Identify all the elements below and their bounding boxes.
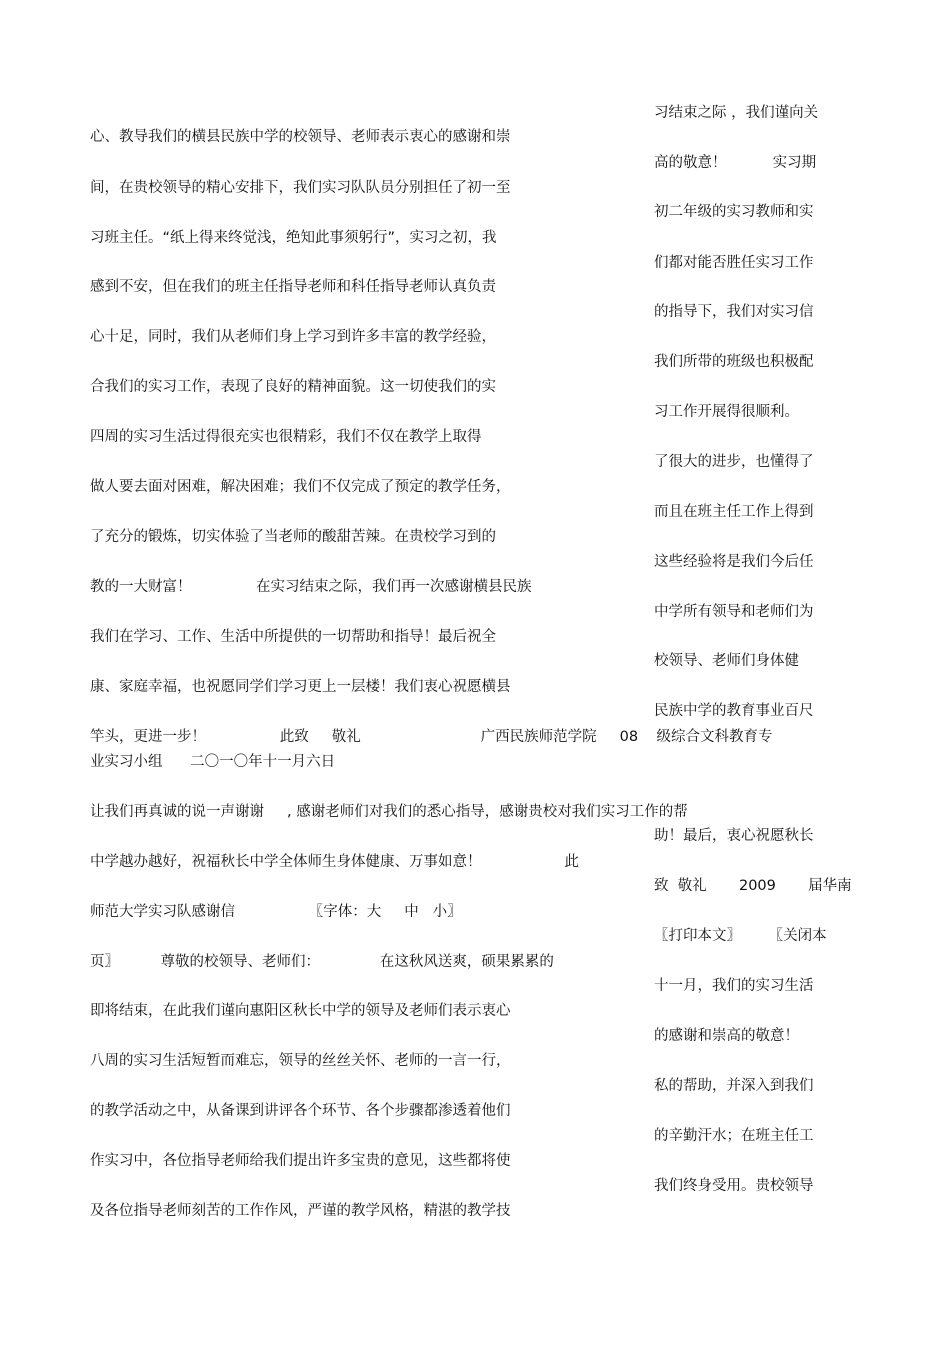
left-line: 师范大学实习队感谢信 〖字体：大 中 小〗 bbox=[90, 904, 462, 920]
left-line: 及各位指导老师刻苦的工作作风，严谨的教学风格，精湛的教学技 bbox=[90, 1203, 511, 1219]
left-line: 即将结束，在此我们谨向惠阳区秋长中学的领导及老师们表示衷心 bbox=[90, 1003, 511, 1019]
left-line: 的教学活动之中，从备课到讲评各个环节、各个步骤都渗透着他们 bbox=[90, 1103, 511, 1119]
right-line: 十一月，我们的实习生活 bbox=[654, 978, 814, 994]
left-line: 八周的实习生活短暂而难忘，领导的丝丝关怀、老师的一言一行， bbox=[90, 1053, 511, 1069]
left-line: 中学越办越好，祝福秋长中学全体师生身体健康、万事如意！ 此 bbox=[90, 854, 579, 870]
right-line: 私的帮助，并深入到我们 bbox=[654, 1078, 814, 1094]
left-line: 教的一大财富！ 在实习结束之际，我们再一次感谢横县民族 bbox=[90, 579, 532, 595]
right-line: 致 敬礼 2009 届华南 bbox=[654, 878, 852, 894]
left-line: 康、家庭幸福，也祝愿同学们学习更上一层楼！我们衷心祝愿横县 bbox=[90, 679, 511, 695]
left-line: 合我们的实习工作，表现了良好的精神面貌。这一切使我们的实 bbox=[90, 379, 496, 395]
left-line: 了充分的锻炼，切实体验了当老师的酸甜苦辣。在贵校学习到的 bbox=[90, 529, 496, 545]
right-line: 们都对能否胜任实习工作 bbox=[654, 255, 814, 271]
left-line: 做人要去面对困难，解决困难；我们不仅完成了预定的教学任务， bbox=[90, 479, 511, 495]
left-line: 我们在学习、工作、生活中所提供的一切帮助和指导！最后祝全 bbox=[90, 629, 496, 645]
left-line: 习班主任。“纸上得来终觉浅，绝知此事须躬行”，实习之初，我 bbox=[90, 230, 497, 246]
right-line: 校领导、老师们身体健 bbox=[654, 653, 799, 669]
left-line: 业实习小组 二〇一〇年十一月六日 bbox=[90, 754, 336, 770]
right-line: 的感谢和崇高的敬意！ bbox=[654, 1028, 799, 1044]
right-line: 民族中学的教育事业百尺 bbox=[654, 703, 814, 719]
left-line: 作实习中，各位指导老师给我们提出许多宝贵的意见，这些都将使 bbox=[90, 1153, 511, 1169]
right-line: 而且在班主任工作上得到 bbox=[654, 504, 814, 520]
right-line: 了很大的进步，也懂得了 bbox=[654, 454, 814, 470]
right-line: 习工作开展得很顺利。 bbox=[654, 404, 799, 420]
right-line: 的指导下，我们对实习信 bbox=[654, 304, 814, 320]
right-line: 高的敬意！ 实习期 bbox=[654, 155, 817, 171]
right-line: 这些经验将是我们今后任 bbox=[654, 554, 814, 570]
right-line: 中学所有领导和老师们为 bbox=[654, 604, 814, 620]
left-line: 间，在贵校领导的精心安排下，我们实习队队员分别担任了初一至 bbox=[90, 180, 511, 196]
right-line: 〖打印本文〗 〖关闭本 bbox=[654, 928, 827, 944]
right-line: 我们所带的班级也积极配 bbox=[654, 354, 814, 370]
right-line: 初二年级的实习教师和实 bbox=[654, 204, 814, 220]
right-line: 助！最后，衷心祝愿秋长 bbox=[654, 828, 814, 844]
left-line: 心十足，同时，我们从老师们身上学习到许多丰富的教学经验， bbox=[90, 329, 496, 345]
left-line: 让我们再真诚的说一声谢谢 , 感谢老师们对我们的悉心指导，感谢贵校对我们实习工作的帮 bbox=[90, 804, 688, 820]
left-line: 竿头，更进一步！ 此致 敬礼 广西民族师范学院 08 级综合文科教育专 bbox=[90, 729, 773, 745]
right-line: 我们终身受用。贵校领导 bbox=[654, 1178, 814, 1194]
right-line: 习结束之际 ，我们谨向关 bbox=[654, 105, 819, 121]
left-line: 感到不安，但在我们的班主任指导老师和科任指导老师认真负责 bbox=[90, 279, 496, 295]
left-line: 四周的实习生活过得很充实也很精彩，我们不仅在教学上取得 bbox=[90, 429, 482, 445]
left-line: 心、教导我们的横县民族中学的校领导、老师表示衷心的感谢和崇 bbox=[90, 129, 511, 145]
left-line: 页〗 尊敬的校领导、老师们： 在这秋风送爽，硕果累累的 bbox=[90, 954, 554, 970]
right-line: 的辛勤汗水；在班主任工 bbox=[654, 1128, 814, 1144]
